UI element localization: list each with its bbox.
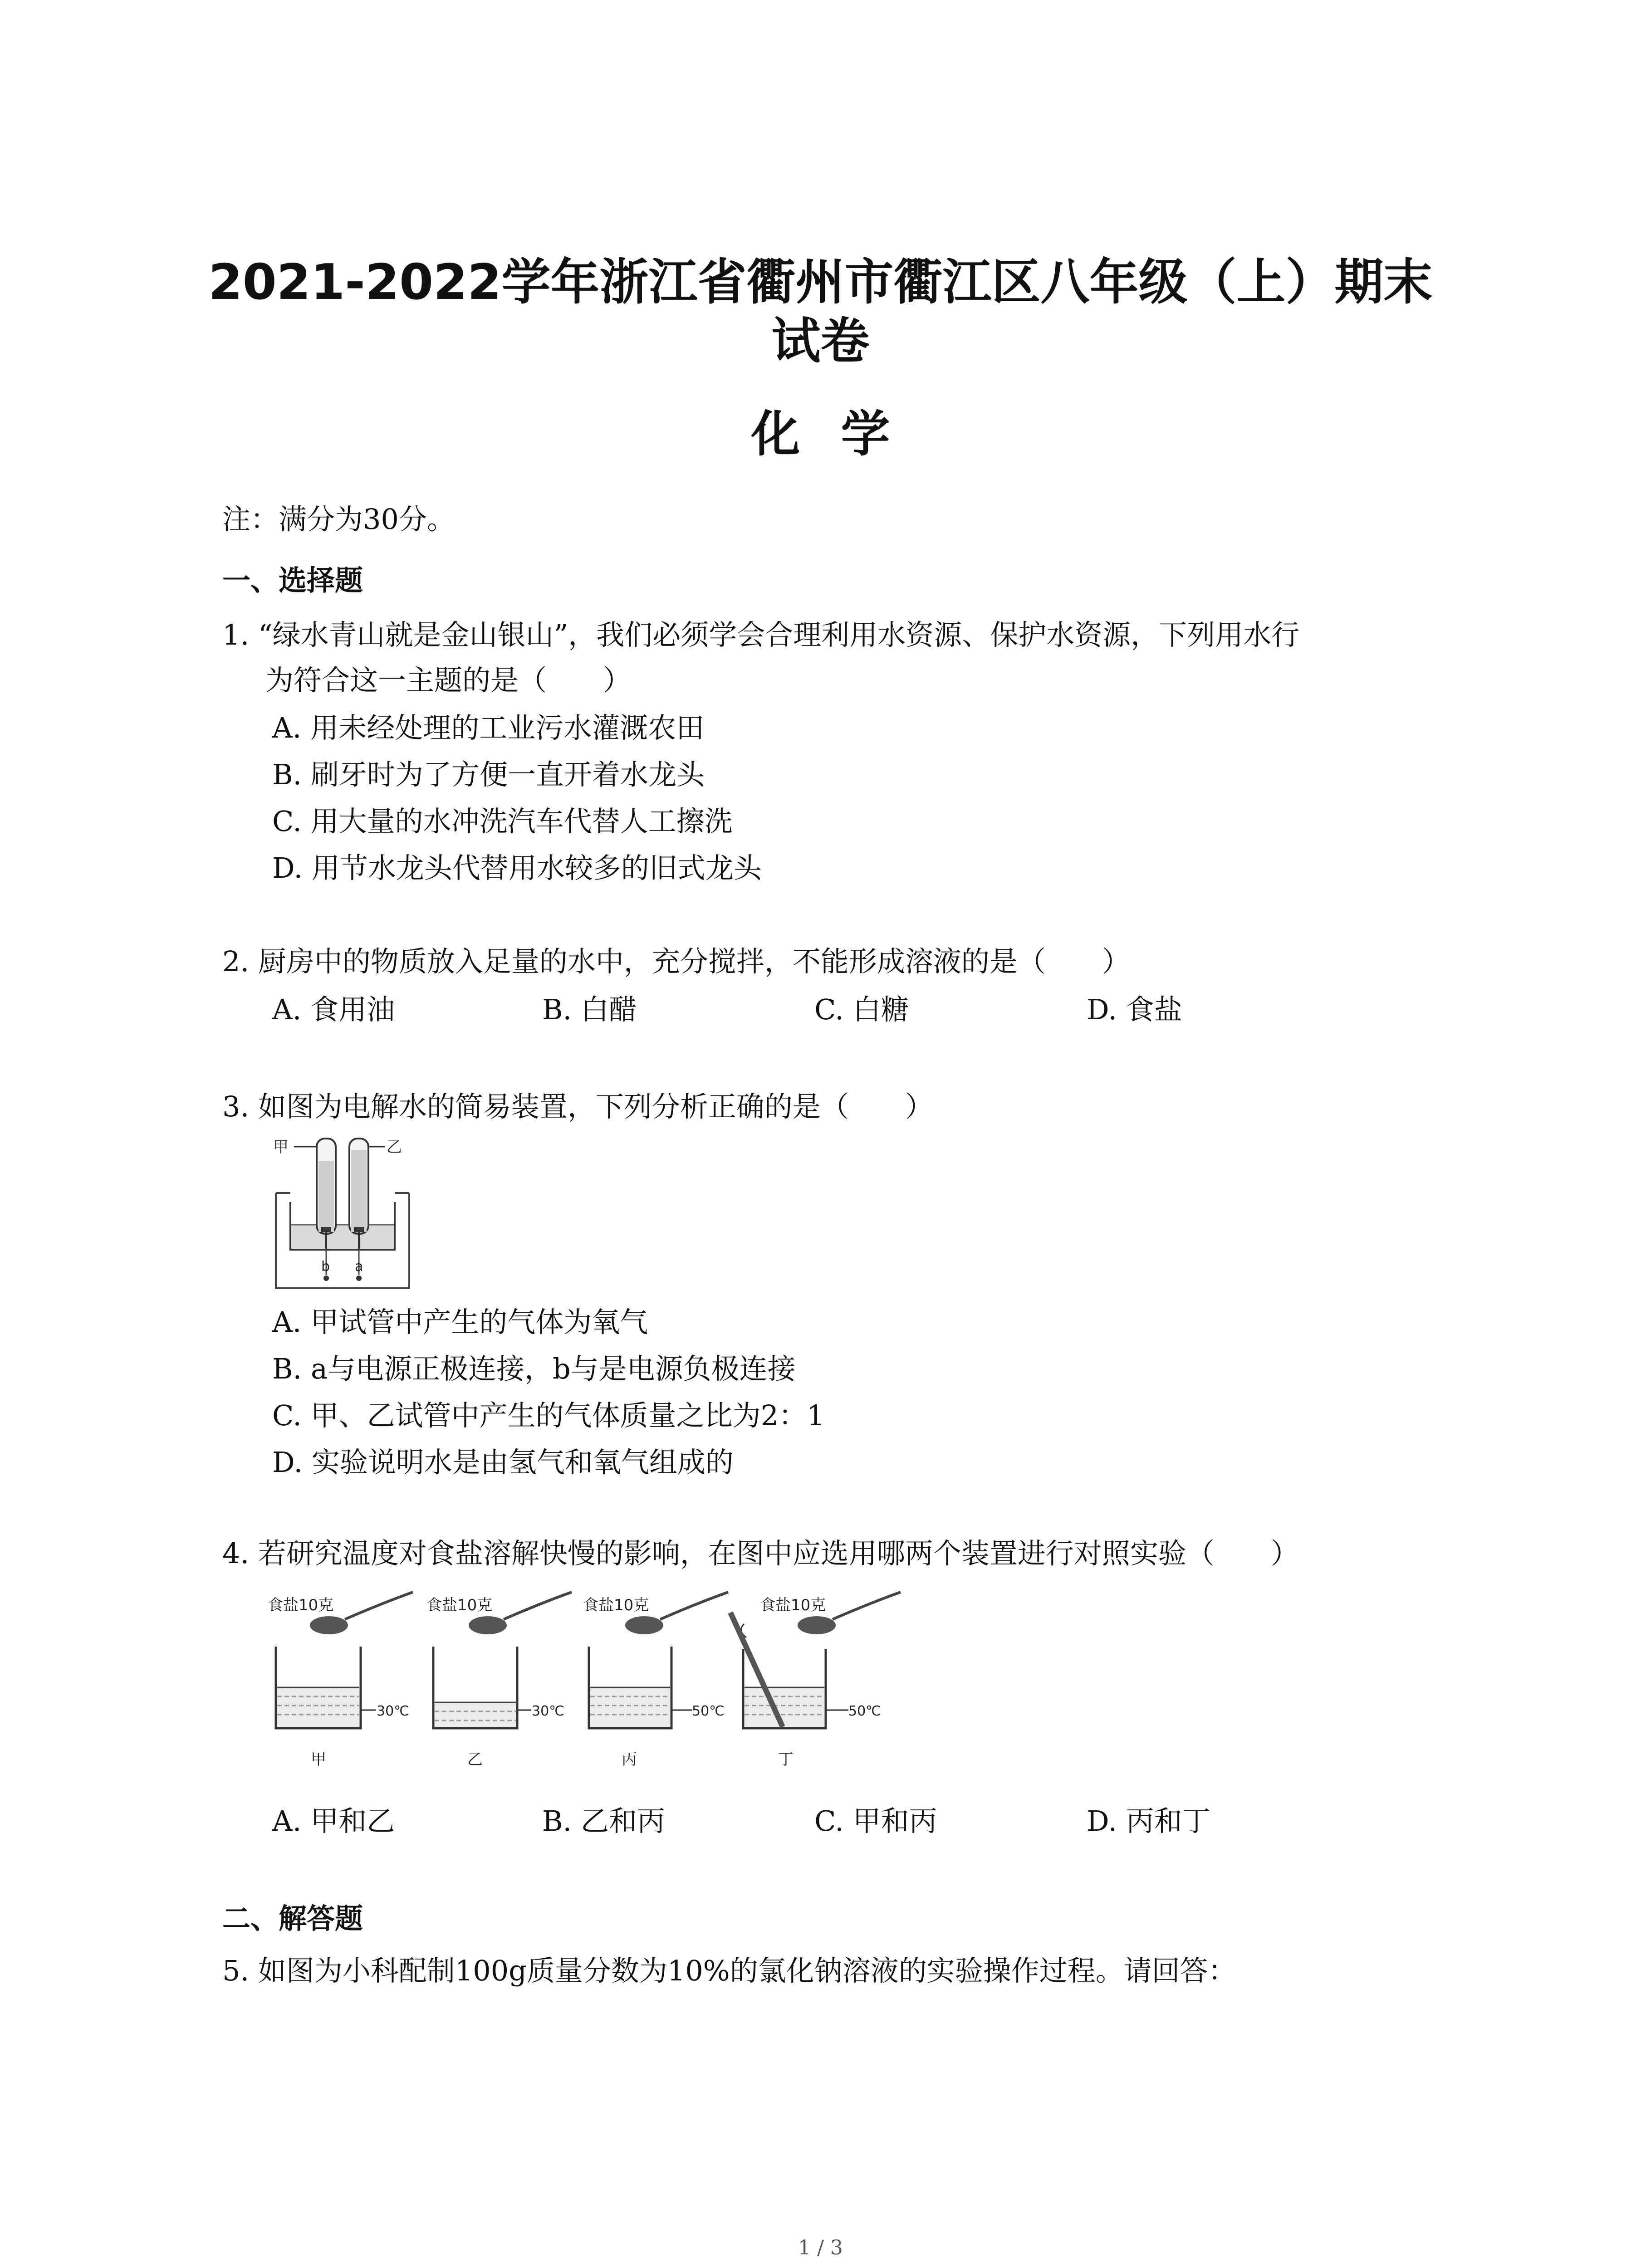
q3-option-b: B. a与电源正极连接，b与是电源负极连接 xyxy=(272,1352,796,1385)
section-heading-answer: 二、解答题 xyxy=(222,1902,363,1935)
temp-label-ding: 50℃ xyxy=(848,1703,881,1719)
temp-label-yi: 30℃ xyxy=(532,1703,564,1719)
temp-label-bing: 50℃ xyxy=(692,1703,725,1719)
beaker-name-ding: 丁 xyxy=(778,1750,794,1769)
salt-label: 食盐10克 xyxy=(583,1596,649,1614)
score-note: 注：满分为30分。 xyxy=(222,503,455,536)
q3-option-c: C. 甲、乙试管中产生的气体质量之比为2：1 xyxy=(272,1399,825,1432)
q1-option-c: C. 用大量的水冲洗汽车代替人工擦洗 xyxy=(272,805,733,838)
beaker-jia xyxy=(268,1592,413,1769)
beaker-bing xyxy=(583,1592,728,1769)
q4-option-d: D. 丙和丁 xyxy=(1087,1804,1210,1838)
q4-stem: 4. 若研究温度对食盐溶解快慢的影响，在图中应选用哪两个装置进行对照实验（ ） xyxy=(222,1537,1299,1570)
q2-option-a: A. 食用油 xyxy=(272,993,395,1026)
q3-option-d: D. 实验说明水是由氢气和氧气组成的 xyxy=(272,1446,734,1479)
q2-option-d: D. 食盐 xyxy=(1087,993,1182,1026)
beaker-yi xyxy=(426,1592,572,1769)
section-heading-choice: 一、选择题 xyxy=(222,564,363,597)
dissolution-beakers-figure xyxy=(263,1585,953,1789)
beaker-name-bing: 丙 xyxy=(622,1750,637,1769)
tube-label-yi: 乙 xyxy=(387,1138,402,1156)
q3-option-a: A. 甲试管中产生的气体为氧气 xyxy=(272,1305,648,1339)
temp-label-jia: 30℃ xyxy=(377,1703,409,1719)
beaker-ding xyxy=(730,1592,901,1769)
salt-label: 食盐10克 xyxy=(426,1596,493,1614)
q1-stem-line2: 为符合这一主题的是（ ） xyxy=(265,664,632,697)
electrolysis-apparatus-figure xyxy=(268,1134,417,1297)
q1-option-d: D. 用节水龙头代替用水较多的旧式龙头 xyxy=(272,851,762,885)
terminal-label-b: b xyxy=(321,1259,330,1275)
title-line-2: 试卷 xyxy=(771,313,870,370)
q1-stem-line1: 1. “绿水青山就是金山银山”，我们必须学会合理利用水资源、保护水资源，下列用水行 xyxy=(222,618,1300,651)
q4-option-b: B. 乙和丙 xyxy=(542,1804,665,1838)
q1-option-a: A. 用未经处理的工业污水灌溉农田 xyxy=(272,711,705,744)
q2-option-b: B. 白醋 xyxy=(542,993,637,1026)
terminal-label-a: a xyxy=(355,1259,363,1275)
salt-label: 食盐10克 xyxy=(760,1596,826,1614)
tube-label-jia: 甲 xyxy=(273,1138,289,1156)
q4-option-c: C. 甲和丙 xyxy=(814,1804,937,1838)
q5-stem: 5. 如图为小科配制100g质量分数为10%的氯化钠溶液的实验操作过程。请回答： xyxy=(222,1954,1236,1987)
subject-heading: 化学 xyxy=(751,406,931,463)
q1-option-b: B. 刷牙时为了方便一直开着水龙头 xyxy=(272,758,705,791)
salt-label: 食盐10克 xyxy=(268,1596,334,1614)
page-number: 1 / 3 xyxy=(798,2236,843,2259)
q2-stem: 2. 厨房中的物质放入足量的水中，充分搅拌，不能形成溶液的是（ ） xyxy=(222,945,1130,978)
beaker-name-jia: 甲 xyxy=(311,1750,326,1769)
q3-stem: 3. 如图为电解水的简易装置，下列分析正确的是（ ） xyxy=(222,1090,933,1123)
q2-option-c: C. 白糖 xyxy=(814,993,909,1026)
beaker-name-yi: 乙 xyxy=(467,1750,483,1769)
q4-option-a: A. 甲和乙 xyxy=(272,1804,395,1838)
title-line-1: 2021-2022学年浙江省衢州市衢江区八年级（上）期末 xyxy=(208,254,1433,311)
